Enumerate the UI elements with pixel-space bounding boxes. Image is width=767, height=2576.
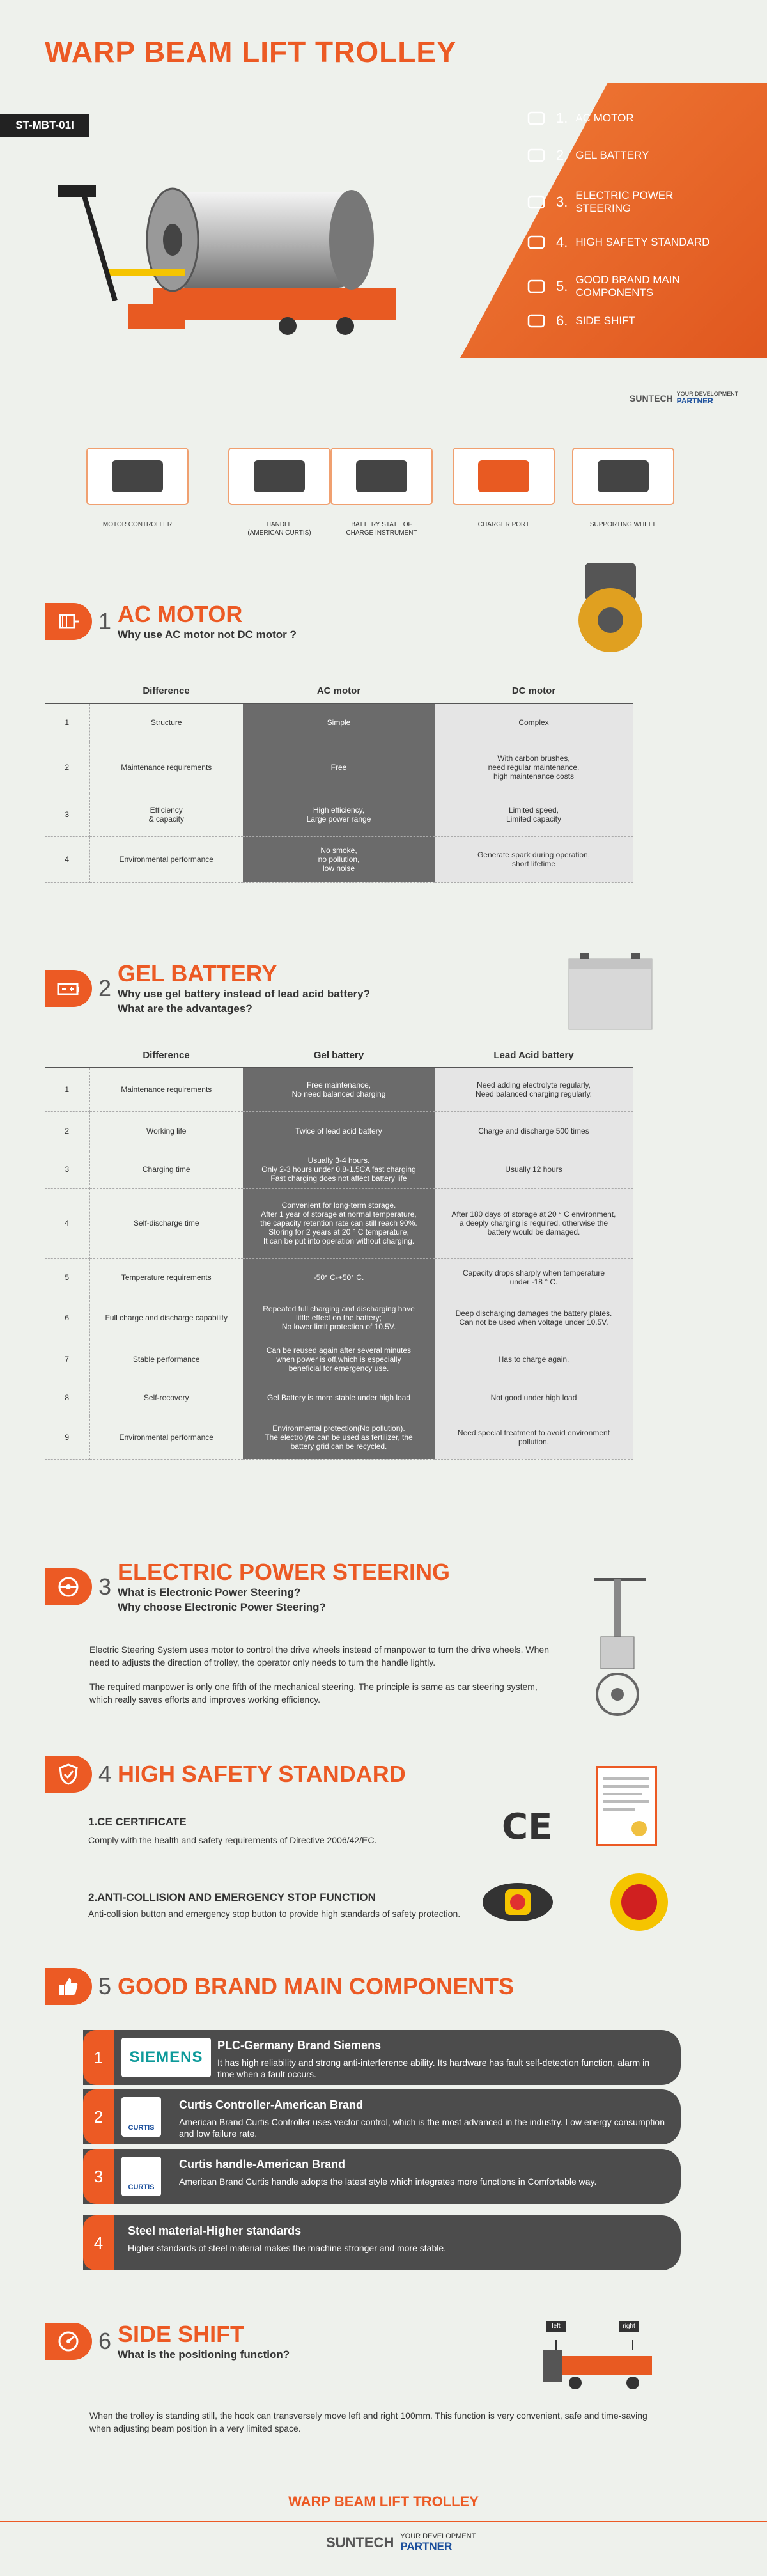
- table-row-difference: Charging time: [89, 1151, 243, 1188]
- brand-description: American Brand Curtis handle adopts the latest style which integrates more functions in Comfortable way.: [179, 2176, 597, 2187]
- table-row-difference: Structure: [89, 703, 243, 742]
- table-row-difference: Environmental performance: [89, 836, 243, 882]
- safety-heading-1: 1.CE CERTIFICATE: [88, 1816, 187, 1828]
- model-badge: ST-MBT-01I: [0, 114, 89, 137]
- footer-brand-tagline: YOUR DEVELOPMENT: [400, 2533, 476, 2540]
- battery-icon: [524, 146, 548, 165]
- ac-motor-table: [45, 679, 633, 883]
- table-row-number: 2: [45, 742, 89, 793]
- table-row: [45, 1297, 633, 1339]
- section-number: 1: [98, 608, 112, 635]
- section-number: 4: [98, 1761, 112, 1787]
- safety-paragraph-2: Anti-collision button and emergency stop button to provide high standards of safety protection.: [88, 1909, 461, 1919]
- table-row-number: 1: [45, 703, 89, 742]
- side-shift-image: [537, 2337, 665, 2394]
- table-cell-primary: Usually 3-4 hours. Only 2-3 hours under 0.8-1.5CA fast charging Fast charging does not affect battery life: [243, 1151, 435, 1188]
- brand-item: [83, 2149, 681, 2204]
- steering-paragraph-2: The required manpower is only one fifth of the mechanical steering. The principle is same as car steering system, which really saves efforts and improves working efficiency.: [89, 1682, 538, 1705]
- table-cell-primary: Repeated full charging and discharging have little effect on the battery; No lower limit protection of 10.5V.: [243, 1297, 435, 1339]
- feature-number: 1.: [556, 110, 568, 126]
- brands-header: [45, 1968, 514, 2005]
- table-row-difference: Temperature requirements: [89, 1258, 243, 1297]
- table-row-number: 5: [45, 1258, 89, 1297]
- part-item: [86, 448, 189, 529]
- safety-paragraph-1: Comply with the health and safety requirements of Directive 2006/42/EC.: [88, 1835, 377, 1845]
- ce-mark: CE: [502, 1806, 553, 1848]
- table-cell-secondary: Usually 12 hours: [435, 1151, 633, 1188]
- table-cell-primary: Can be reused again after several minutes when power is off,which is especially beneficial for emergency use.: [243, 1339, 435, 1380]
- table-row-number: 1: [45, 1068, 89, 1111]
- side-shift-icon: [524, 311, 548, 331]
- table-header: Lead Acid battery: [435, 1043, 633, 1068]
- brand-description: Higher standards of steel material makes the machine stronger and more stable.: [128, 2243, 447, 2253]
- feature-item: [524, 109, 634, 128]
- table-cell-primary: Simple: [243, 703, 435, 742]
- table-row: [45, 1151, 633, 1188]
- brand-logo: [121, 2097, 161, 2137]
- section-title: HIGH SAFETY STANDARD: [118, 1761, 406, 1787]
- feature-label: SIDE SHIFT: [575, 315, 635, 327]
- motor-icon: [524, 109, 548, 128]
- section-subtitle: Why use AC motor not DC motor ?: [118, 628, 297, 641]
- table-cell-secondary: Has to charge again.: [435, 1339, 633, 1380]
- ac-motor-photo: [559, 556, 662, 659]
- feature-label: AC MOTOR: [575, 112, 634, 124]
- trolley-illustration: [45, 173, 428, 352]
- table-cell-primary: Gel Battery is more stable under high load: [243, 1380, 435, 1416]
- feature-number: 2.: [556, 147, 568, 163]
- safety-buttons-image: [479, 1870, 671, 1934]
- thumbs-up-icon: [45, 1968, 92, 2005]
- section-title: SIDE SHIFT: [118, 2321, 245, 2347]
- gel-battery-header: [45, 960, 370, 1017]
- table-cell-secondary: Complex: [435, 703, 633, 742]
- section-title: GEL BATTERY: [118, 960, 277, 987]
- side-shift-icon: [45, 2323, 92, 2360]
- part-image: [330, 448, 433, 505]
- right-label: right: [619, 2321, 639, 2332]
- part-item: [228, 448, 330, 537]
- table-row-number: 2: [45, 1111, 89, 1151]
- side-shift-paragraph: When the trolley is standing still, the hook can transversely move left and right 100mm. This function is very convenient, safe and time-saving when adjusting beam position in a very limited space.: [89, 2410, 647, 2434]
- feature-item: [524, 311, 635, 331]
- table-cell-secondary: Need adding electrolyte regularly, Need balanced charging regularly.: [435, 1068, 633, 1111]
- table-row: [45, 1188, 633, 1258]
- table-cell-secondary: After 180 days of storage at 20 ° C environment, a deeply charging is required, otherwise the battery would be damaged.: [435, 1188, 633, 1258]
- feature-item: [524, 274, 716, 299]
- part-label: BATTERY STATE OF CHARGE INSTRUMENT: [346, 521, 417, 536]
- section-subtitle: What is Electronic Power Steering?: [118, 1586, 301, 1598]
- table-row: [45, 1380, 633, 1416]
- page-title: WARP BEAM LIFT TROLLEY: [45, 35, 457, 68]
- shield-icon: [524, 233, 548, 252]
- safety-heading-2: 2.ANTI-COLLISION AND EMERGENCY STOP FUNCTION: [88, 1891, 376, 1903]
- table-cell-secondary: Charge and discharge 500 times: [435, 1111, 633, 1151]
- table-cell-secondary: Generate spark during operation, short lifetime: [435, 836, 633, 882]
- table-row-difference: Maintenance requirements: [89, 742, 243, 793]
- brand-description: It has high reliability and strong anti-interference ability. Its hardware has fault self-detection function, alarm in time when a fault occurs.: [217, 2057, 649, 2080]
- brand-item: [83, 2215, 681, 2270]
- part-image: [228, 448, 330, 505]
- part-image: [86, 448, 189, 505]
- feature-number: 5.: [556, 278, 568, 294]
- table-header: Difference: [89, 679, 243, 703]
- feature-number: 3.: [556, 194, 568, 210]
- gel-battery-photo: [562, 946, 658, 1036]
- table-row-difference: Efficiency & capacity: [89, 793, 243, 836]
- table-cell-primary: High efficiency, Large power range: [243, 793, 435, 836]
- table-cell-primary: -50° C-+50° C.: [243, 1258, 435, 1297]
- part-image: [572, 448, 674, 505]
- table-row-number: 9: [45, 1416, 89, 1459]
- footer-brand-logo: SUNTECH: [326, 2534, 394, 2550]
- table-row: [45, 793, 633, 836]
- section-number: 2: [98, 974, 112, 1001]
- feature-number: 4.: [556, 234, 568, 250]
- table-header: Gel battery: [243, 1043, 435, 1068]
- table-row: [45, 836, 633, 882]
- table-row-difference: Self-recovery: [89, 1380, 243, 1416]
- feature-item: [524, 146, 649, 165]
- table-row-number: 4: [45, 1188, 89, 1258]
- table-row-difference: Self-discharge time: [89, 1188, 243, 1258]
- table-cell-primary: Environmental protection(No pollution). The electrolyte can be used as fertilizer, the battery grid can be recycled.: [243, 1416, 435, 1459]
- feature-label: HIGH SAFETY STANDARD: [575, 236, 710, 248]
- table-cell-secondary: Capacity drops sharply when temperature under -18 ° C.: [435, 1258, 633, 1297]
- brand-number: 1: [83, 2030, 114, 2085]
- table-row-difference: Environmental performance: [89, 1416, 243, 1459]
- brand-title: Steel material-Higher standards: [128, 2224, 302, 2237]
- feature-item: [524, 233, 709, 252]
- footer-brand: [326, 2533, 476, 2552]
- brand-title: Curtis handle-American Brand: [179, 2158, 346, 2171]
- section-subtitle: Why choose Electronic Power Steering?: [118, 1600, 326, 1613]
- footer-title: WARP BEAM LIFT TROLLEY: [288, 2494, 479, 2510]
- table-row: [45, 742, 633, 793]
- steering-paragraph-1: Electric Steering System uses motor to control the drive wheels instead of manpower to turn the drive wheels. When need to adjusts the direction of trolley, the operator only needs to turn the handle lightly.: [89, 1644, 550, 1668]
- brand-logo-text: SIEMENS: [129, 2049, 203, 2066]
- table-row: [45, 1416, 633, 1459]
- shield-icon: [45, 1756, 92, 1793]
- left-label: left: [546, 2321, 566, 2332]
- brand-number: 4: [83, 2215, 114, 2270]
- brand-title: Curtis Controller-American Brand: [179, 2098, 364, 2111]
- ac-motor-header: [45, 601, 297, 643]
- safety-header: [45, 1756, 406, 1793]
- motor-icon: [45, 603, 92, 640]
- table-row-difference: Maintenance requirements: [89, 1068, 243, 1111]
- table-row-difference: Stable performance: [89, 1339, 243, 1380]
- table-row-difference: Working life: [89, 1111, 243, 1151]
- table-header: DC motor: [435, 679, 633, 703]
- thumbs-up-icon: [524, 277, 548, 296]
- brand-logo: SUNTECH: [630, 393, 673, 403]
- table-cell-secondary: With carbon brushes, need regular maintenance, high maintenance costs: [435, 742, 633, 793]
- steering-header: [45, 1559, 450, 1615]
- part-item: [330, 448, 433, 537]
- part-item: [572, 448, 674, 529]
- gel-battery-table: [45, 1043, 633, 1460]
- section-number: 5: [98, 1973, 112, 1999]
- table-row: [45, 1258, 633, 1297]
- brand-item: [83, 2089, 681, 2144]
- table-cell-secondary: Deep discharging damages the battery plates. Can not be used when voltage under 10.5V.: [435, 1297, 633, 1339]
- table-cell-primary: No smoke, no pollution, low noise: [243, 836, 435, 882]
- steering-diagram: [575, 1566, 658, 1720]
- brand-title: PLC-Germany Brand Siemens: [217, 2039, 382, 2052]
- table-cell-primary: Free maintenance, No need balanced charging: [243, 1068, 435, 1111]
- table-row-number: 7: [45, 1339, 89, 1380]
- table-row: [45, 1339, 633, 1380]
- table-row: [45, 1068, 633, 1111]
- table-row: [45, 1111, 633, 1151]
- section-number: 3: [98, 1573, 112, 1600]
- footer-divider: [0, 2521, 767, 2522]
- feature-label: GOOD BRAND MAIN COMPONENTS: [575, 274, 680, 299]
- steering-icon: [524, 192, 548, 212]
- section-number: 6: [98, 2328, 112, 2355]
- table-cell-secondary: Limited speed, Limited capacity: [435, 793, 633, 836]
- battery-icon: [45, 970, 92, 1007]
- feature-label: GEL BATTERY: [575, 149, 649, 161]
- table-row-difference: Full charge and discharge capability: [89, 1297, 243, 1339]
- feature-item: [524, 189, 716, 215]
- table-cell-secondary: Not good under high load: [435, 1380, 633, 1416]
- brand-item: [83, 2030, 681, 2085]
- section-subtitle: Why use gel battery instead of lead acid battery?: [118, 988, 370, 1000]
- part-label: CHARGER PORT: [477, 521, 530, 528]
- ce-certificate-image: [594, 1765, 658, 1848]
- table-header: AC motor: [243, 679, 435, 703]
- brand-logo: [121, 2038, 211, 2077]
- table-row: [45, 703, 633, 742]
- brand-logo: [121, 2157, 161, 2196]
- table-row-number: 4: [45, 836, 89, 882]
- table-row-number: 3: [45, 793, 89, 836]
- brand-number: 2: [83, 2089, 114, 2144]
- footer-brand-partner: PARTNER: [400, 2540, 453, 2552]
- brand-logo-text: CURTIS: [128, 2124, 155, 2132]
- feature-label: ELECTRIC POWER STEERING: [575, 189, 674, 214]
- part-label: SUPPORTING WHEEL: [589, 521, 657, 528]
- section-title: ELECTRIC POWER STEERING: [118, 1559, 451, 1585]
- table-row-number: 6: [45, 1297, 89, 1339]
- steering-icon: [45, 1568, 92, 1605]
- brand-description: American Brand Curtis Controller uses vector control, which is the most advanced in the industry. Low energy consumption and low failure rate.: [179, 2117, 665, 2139]
- table-cell-primary: Convenient for long-term storage. After 1 year of storage at normal temperature, the capacity retention rate can still reach 90%. Storing for 2 years at 20 ° C temperature, It can be put into operation without charging.: [243, 1188, 435, 1258]
- feature-number: 6.: [556, 313, 568, 329]
- brand-logo-text: CURTIS: [128, 2183, 155, 2191]
- side-shift-header: [45, 2321, 290, 2362]
- brand-partner: PARTNER: [676, 396, 713, 405]
- section-subtitle: What is the positioning function?: [118, 2348, 290, 2361]
- brand-tagline: YOUR DEVELOPMENT: [676, 391, 739, 397]
- table-cell-secondary: Need special treatment to avoid environment pollution.: [435, 1416, 633, 1459]
- table-header: Difference: [89, 1043, 243, 1068]
- table-cell-primary: Twice of lead acid battery: [243, 1111, 435, 1151]
- part-label: HANDLE (AMERICAN CURTIS): [247, 521, 311, 536]
- table-cell-primary: Free: [243, 742, 435, 793]
- brand-badge: [630, 391, 738, 405]
- section-subtitle: What are the advantages?: [118, 1002, 252, 1015]
- table-row-number: 8: [45, 1380, 89, 1416]
- section-title: GOOD BRAND MAIN COMPONENTS: [118, 1973, 515, 1999]
- brand-number: 3: [83, 2149, 114, 2204]
- part-item: [453, 448, 555, 529]
- part-image: [453, 448, 555, 505]
- section-title: AC MOTOR: [118, 601, 243, 627]
- part-label: MOTOR CONTROLLER: [102, 521, 173, 528]
- table-row-number: 3: [45, 1151, 89, 1188]
